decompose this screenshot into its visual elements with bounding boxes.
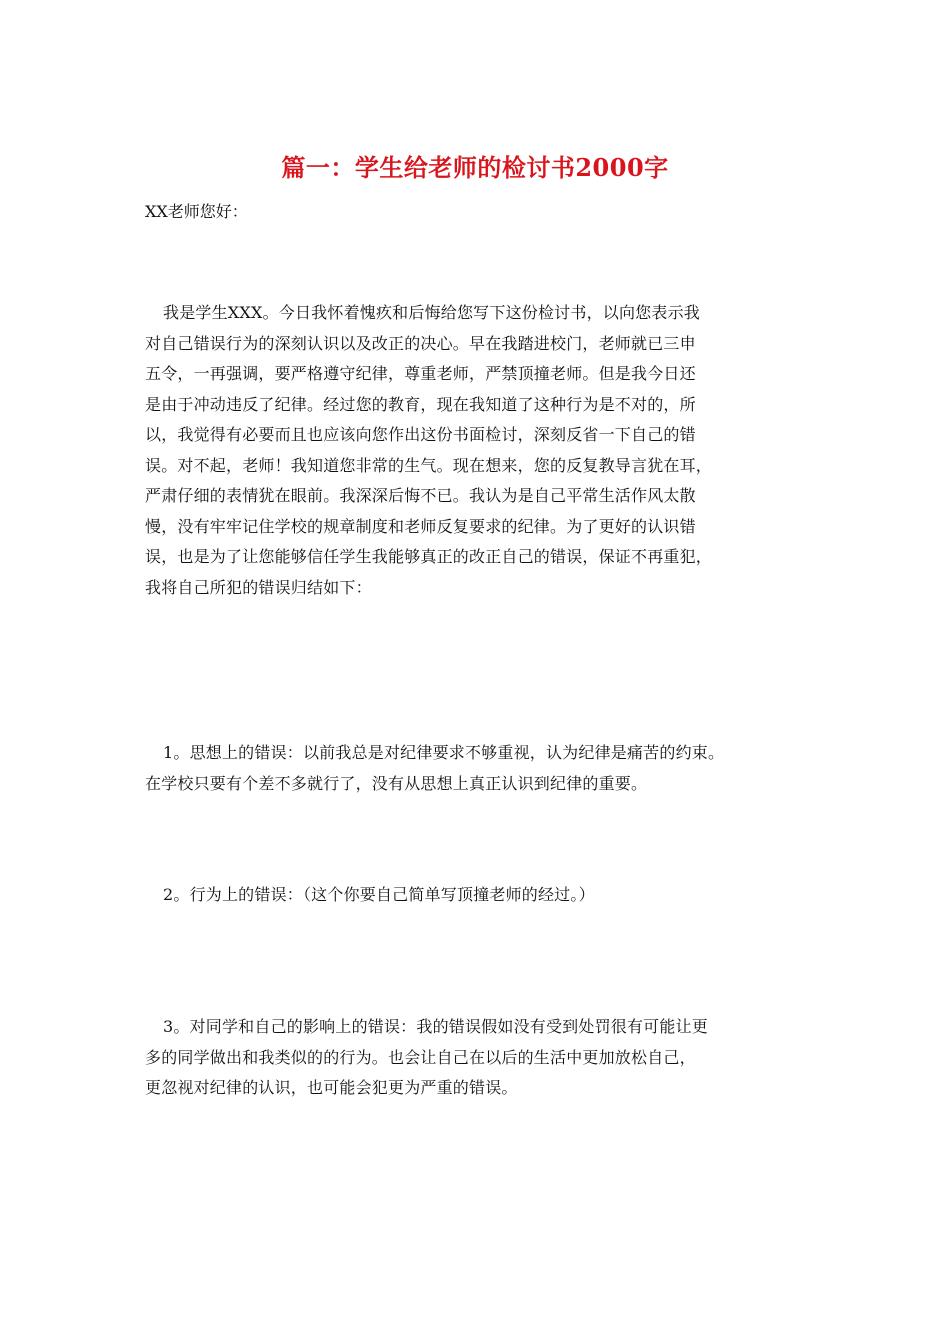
document-title: 篇一：学生给老师的检讨书2000字 bbox=[281, 153, 669, 182]
paragraph-line: 3。对同学和自己的影响上的错误：我的错误假如没有受到处罚很有可能让更 bbox=[163, 1017, 708, 1036]
paragraph-line: 五令，一再强调，要严格遵守纪律，尊重老师，严禁顶撞老师。但是我今日还 bbox=[145, 364, 696, 383]
salutation: XX老师您好： bbox=[145, 202, 248, 221]
paragraph-line: 误。对不起，老师！我知道您非常的生气。现在想来，您的反复教导言犹在耳， bbox=[145, 455, 713, 475]
list-item-behavior-error bbox=[145, 880, 810, 911]
paragraph-line: 严肃仔细的表情犹在眼前。我深深后悔不已。我认为是自己平常生活作风太散 bbox=[145, 486, 696, 505]
paragraph-line: 我将自己所犯的错误归结如下： bbox=[145, 577, 372, 597]
paragraph-line: 在学校只要有个差不多就行了，没有从思想上真正认识到纪律的重要。 bbox=[145, 773, 648, 793]
paragraph-line: 是由于冲动违反了纪律。经过您的教育，现在我知道了这种行为是不对的，所 bbox=[145, 394, 696, 414]
paragraph-line: 更忽视对纪律的认识，也可能会犯更为严重的错误。 bbox=[145, 1078, 518, 1097]
list-item-thought-error bbox=[145, 738, 810, 799]
paragraph-line: 误，也是为了让您能够信任学生我能够真正的改正自己的错误，保证不再重犯， bbox=[145, 547, 713, 566]
paragraph-line: 我是学生XXX。今日我怀着愧疚和后悔给您写下这份检讨书，以向您表示我 bbox=[163, 303, 700, 322]
paragraph-line: 多的同学做出和我类似的的行为。也会让自己在以后的生活中更加放松自己， bbox=[145, 1047, 696, 1067]
paragraph-line: 2。行为上的错误：（这个你要自己简单写顶撞老师的经过。） bbox=[163, 885, 595, 904]
paragraph-line: 1。思想上的错误：以前我总是对纪律要求不够重视，认为纪律是痛苦的约束。 bbox=[163, 743, 725, 762]
paragraph-line: 对自己错误行为的深刻认识以及改正的决心。早在我踏进校门，老师就已三申 bbox=[145, 333, 696, 353]
list-item-influence-error bbox=[145, 1012, 810, 1104]
paragraph-line: 慢，没有牢牢记住学校的规章制度和老师反复要求的纪律。为了更好的认识错 bbox=[145, 516, 696, 536]
main-paragraph bbox=[145, 298, 810, 603]
paragraph-line: 以，我觉得有必要而且也应该向您作出这份书面检讨，深刻反省一下自己的错 bbox=[145, 425, 696, 444]
